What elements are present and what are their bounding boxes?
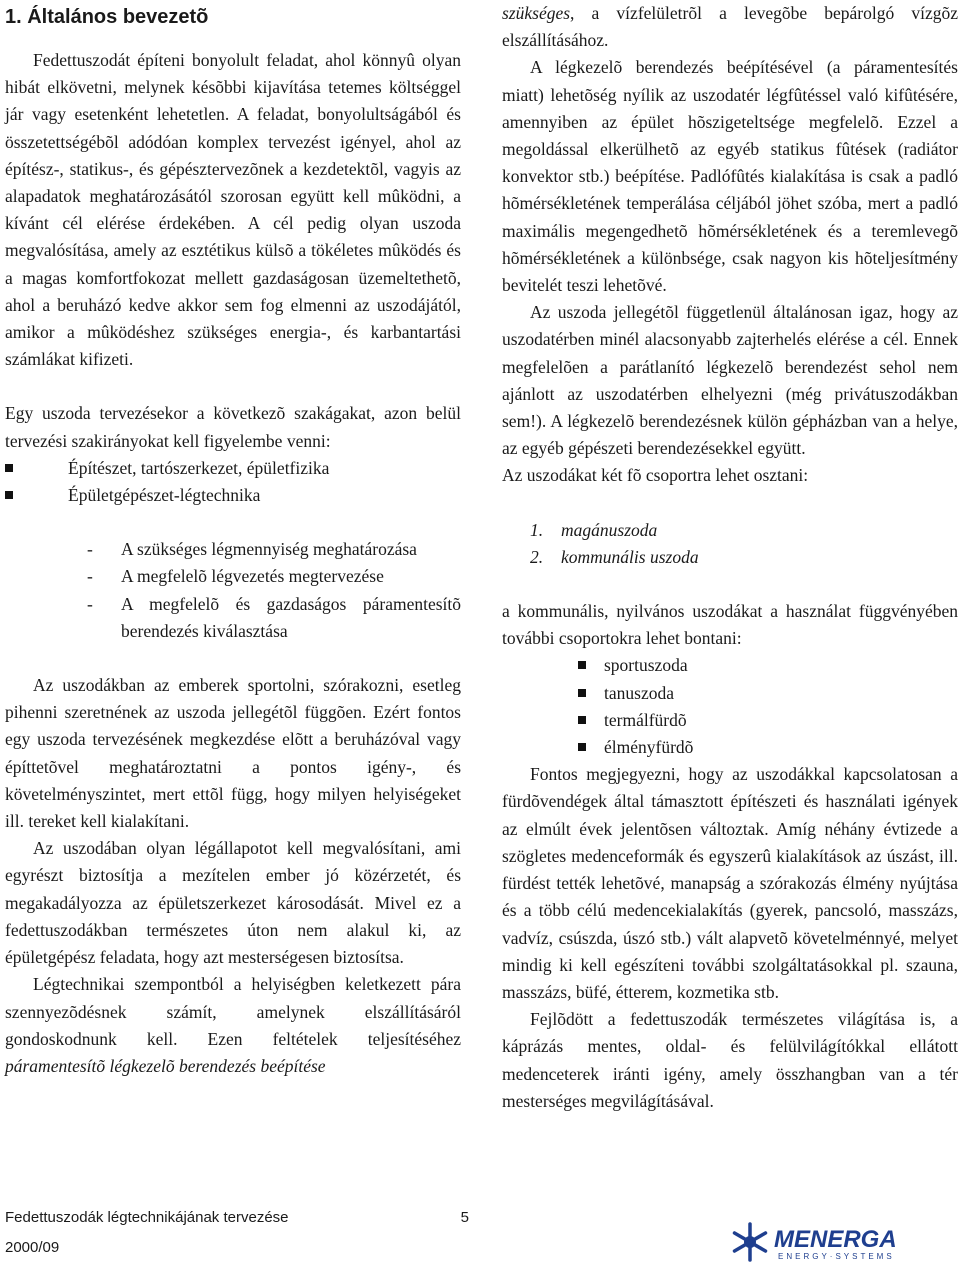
disciplines-paragraph: Egy uszoda tervezésekor a következõ szakágakat, azon belül tervezési szakirányokat kell figyelembe venni: (5, 403, 461, 451)
bullet-item: Építészet, tartószerkezet, épületfizika (5, 455, 461, 482)
dash-item: - A megfelelõ légvezetés megtervezése (87, 566, 384, 587)
paragraph: Az uszoda jellegétõl függetlenül általánosan igaz, hogy az uszodatérben minél alacsonyabb zajterhelés elérése a cél. Ennek megfelelõen a parátlanító légkezelõ berendezést sehol nem ajánlott az uszodatérben elhelyezni (még privátuszodákban sem!). A légkezelõ berendezésnek külön gépházban van a helye, az egyéb gépészeti berendezésekkel együtt. (502, 302, 958, 459)
square-bullet-icon (578, 689, 586, 697)
section-heading: 1. Általános bevezetõ (5, 6, 209, 28)
footer-title: Fedettuszodák légtechnikájának tervezése 5 (5, 1209, 469, 1226)
paragraph: A légkezelõ berendezés beépítésével (a páramentesítés miatt) lehetõség nyílik az uszodatér légfûtéssel való kifûtésére, amennyiben az épület hõszigeteltsége megfelelõ. Ezzel a megoldással elkerülhetõ az egyéb statikus fûtések (radiátor konvektor stb.) beépítése. Padlófûtés kialakítása is csak a padló hõmérsékletének temperálása céljából jöhet szóba, mert a padló maximális megengedhetõ hõmérsékletének és a teremlevegõ hõmérsékletének a különbsége, csak nagyon kis hõteljesítmény bevitelét teszi lehetõvé. (502, 57, 958, 296)
paragraph: Fontos megjegyezni, hogy az uszodákkal kapcsolatosan a fürdõvendégek által támasztott építészeti és használati igények az elmúlt évek jelentõsen változtak. Amíg néhány évtizede a szögletes medenceformák és egyszerû kialakítások az úszást, ill. fürdést tették lehetõvé, manapság a szórakozás élmény nyújtása és a több célú medencekialakítás (gyerek, pancsoló, masszázs, vadvíz, csúszda, úszó stb.) vált alapvetõ követelménnyé, melyet mindig ki kell egészíteni további szolgáltatásokkal pl. szauna, masszázs, büfé, étterem, kozmetika stb. (502, 764, 958, 1002)
bullet-item: Épületgépészet-légtechnika (5, 482, 461, 509)
paragraph: Fejlõdött a fedettuszodák természetes világítása is, a káprázás mentes, oldal- és felülvilágítókkal ellátott medenceterek iránti igény, amely összhangban van a tér mesterséges megvilágításával. (502, 1009, 958, 1111)
bullet-item: termálfürdõ (502, 707, 958, 734)
page-number: 5 (460, 1209, 469, 1226)
square-bullet-icon (578, 661, 586, 669)
bullet-item: élményfürdõ (502, 734, 958, 761)
menerga-logo (730, 1221, 952, 1263)
bullet-item: sportuszoda (502, 652, 958, 679)
footer-date: 2000/09 (5, 1239, 60, 1256)
paragraph: Légtechnikai szempontból a helyiségben keletkezett pára szennyezõdésnek számít, amelynek elszállításáról gondoskodnunk kell. Ezen feltételek teljesítéséhez páramentesítõ légkezelõ berendezés beépítése (5, 974, 461, 1076)
paragraph: Az uszodában olyan légállapotot kell megvalósítani, ami egyrészt biztosítja a mezítelen ember jó közérzetét, és megakadályozza az épületszerkezet károsodását. Mivel ez a fedettuszodákban természetes úton nem alakul ki, az épületgépész feladata, hogy azt mesterségesen biztosítsa. (5, 838, 461, 968)
paragraph: Az uszodákat két fõ csoportra lehet osztani: (502, 465, 809, 486)
paragraph: szükséges, a vízfelületrõl a levegõbe bepárolgó vízgõz elszállításához. (502, 3, 958, 51)
logo-subtitle: ENERGY·SYSTEMS (778, 1252, 895, 1261)
left-column (5, 0, 461, 1080)
paragraph: a kommunális, nyilvános uszodákat a használat függvényében további csoportokra lehet bontani: (502, 601, 958, 649)
paragraph: Az uszodákban az emberek sportolni, szórakozni, esetleg pihenni szeretnének az uszoda jellegétõl függõen. Ezért fontos egy uszoda tervezésének megkezdése elõtt a beruházóval vagy építtetõvel meghatároztatni a pontos igény-, és követelményszintet, mert ettõl függ, hogy milyen helyiségeket ill. tereket kell kialakítani. (5, 675, 461, 832)
dash-item: - A megfelelõ és gazdaságos páramentesítõ berendezés kiválasztása (87, 593, 461, 641)
intro-paragraph: Fedettuszodát építeni bonyolult feladat, ahol könnyû olyan hibát elkövetni, melynek késõbbi kijavítása tetemes költséggel jár vagy esetenként lehetetlen. A feladat, bonyolultságából és összetettségébõl adódóan komplex tervezést igényel, ahol az építész-, statikus-, és gépésztervezõnek a kezdetektõl, vagyis az alapadatok meghatározásától szorosan együtt kell mûködni, a kívánt cél elérése érdekében. A cél pedig olyan uszoda megvalósítása, amely az esztétikus külsõ a tökéletes mûködés és a magas komfortfokozat mellett gazdaságosan üzemeltethetõ, ahol a beruházó kedve akkor sem fog elmenni az uszodájától, amikor a mûködéshez szükséges energia-, és karbantartási számlákat kifizeti. (5, 50, 461, 370)
bullet-item: tanuszoda (502, 680, 958, 707)
square-bullet-icon (578, 716, 586, 724)
snowflake-icon (735, 1224, 766, 1260)
dash-item: - A szükséges légmennyiség meghatározása (87, 539, 417, 560)
logo-wordmark: MENERGA (774, 1226, 897, 1253)
square-bullet-icon (5, 464, 13, 472)
square-bullet-icon (5, 491, 13, 499)
numbered-item: 2. kommunális uszoda (530, 546, 699, 567)
right-column (502, 0, 958, 1115)
numbered-item: 1. magánuszoda (530, 519, 658, 540)
square-bullet-icon (578, 743, 586, 751)
